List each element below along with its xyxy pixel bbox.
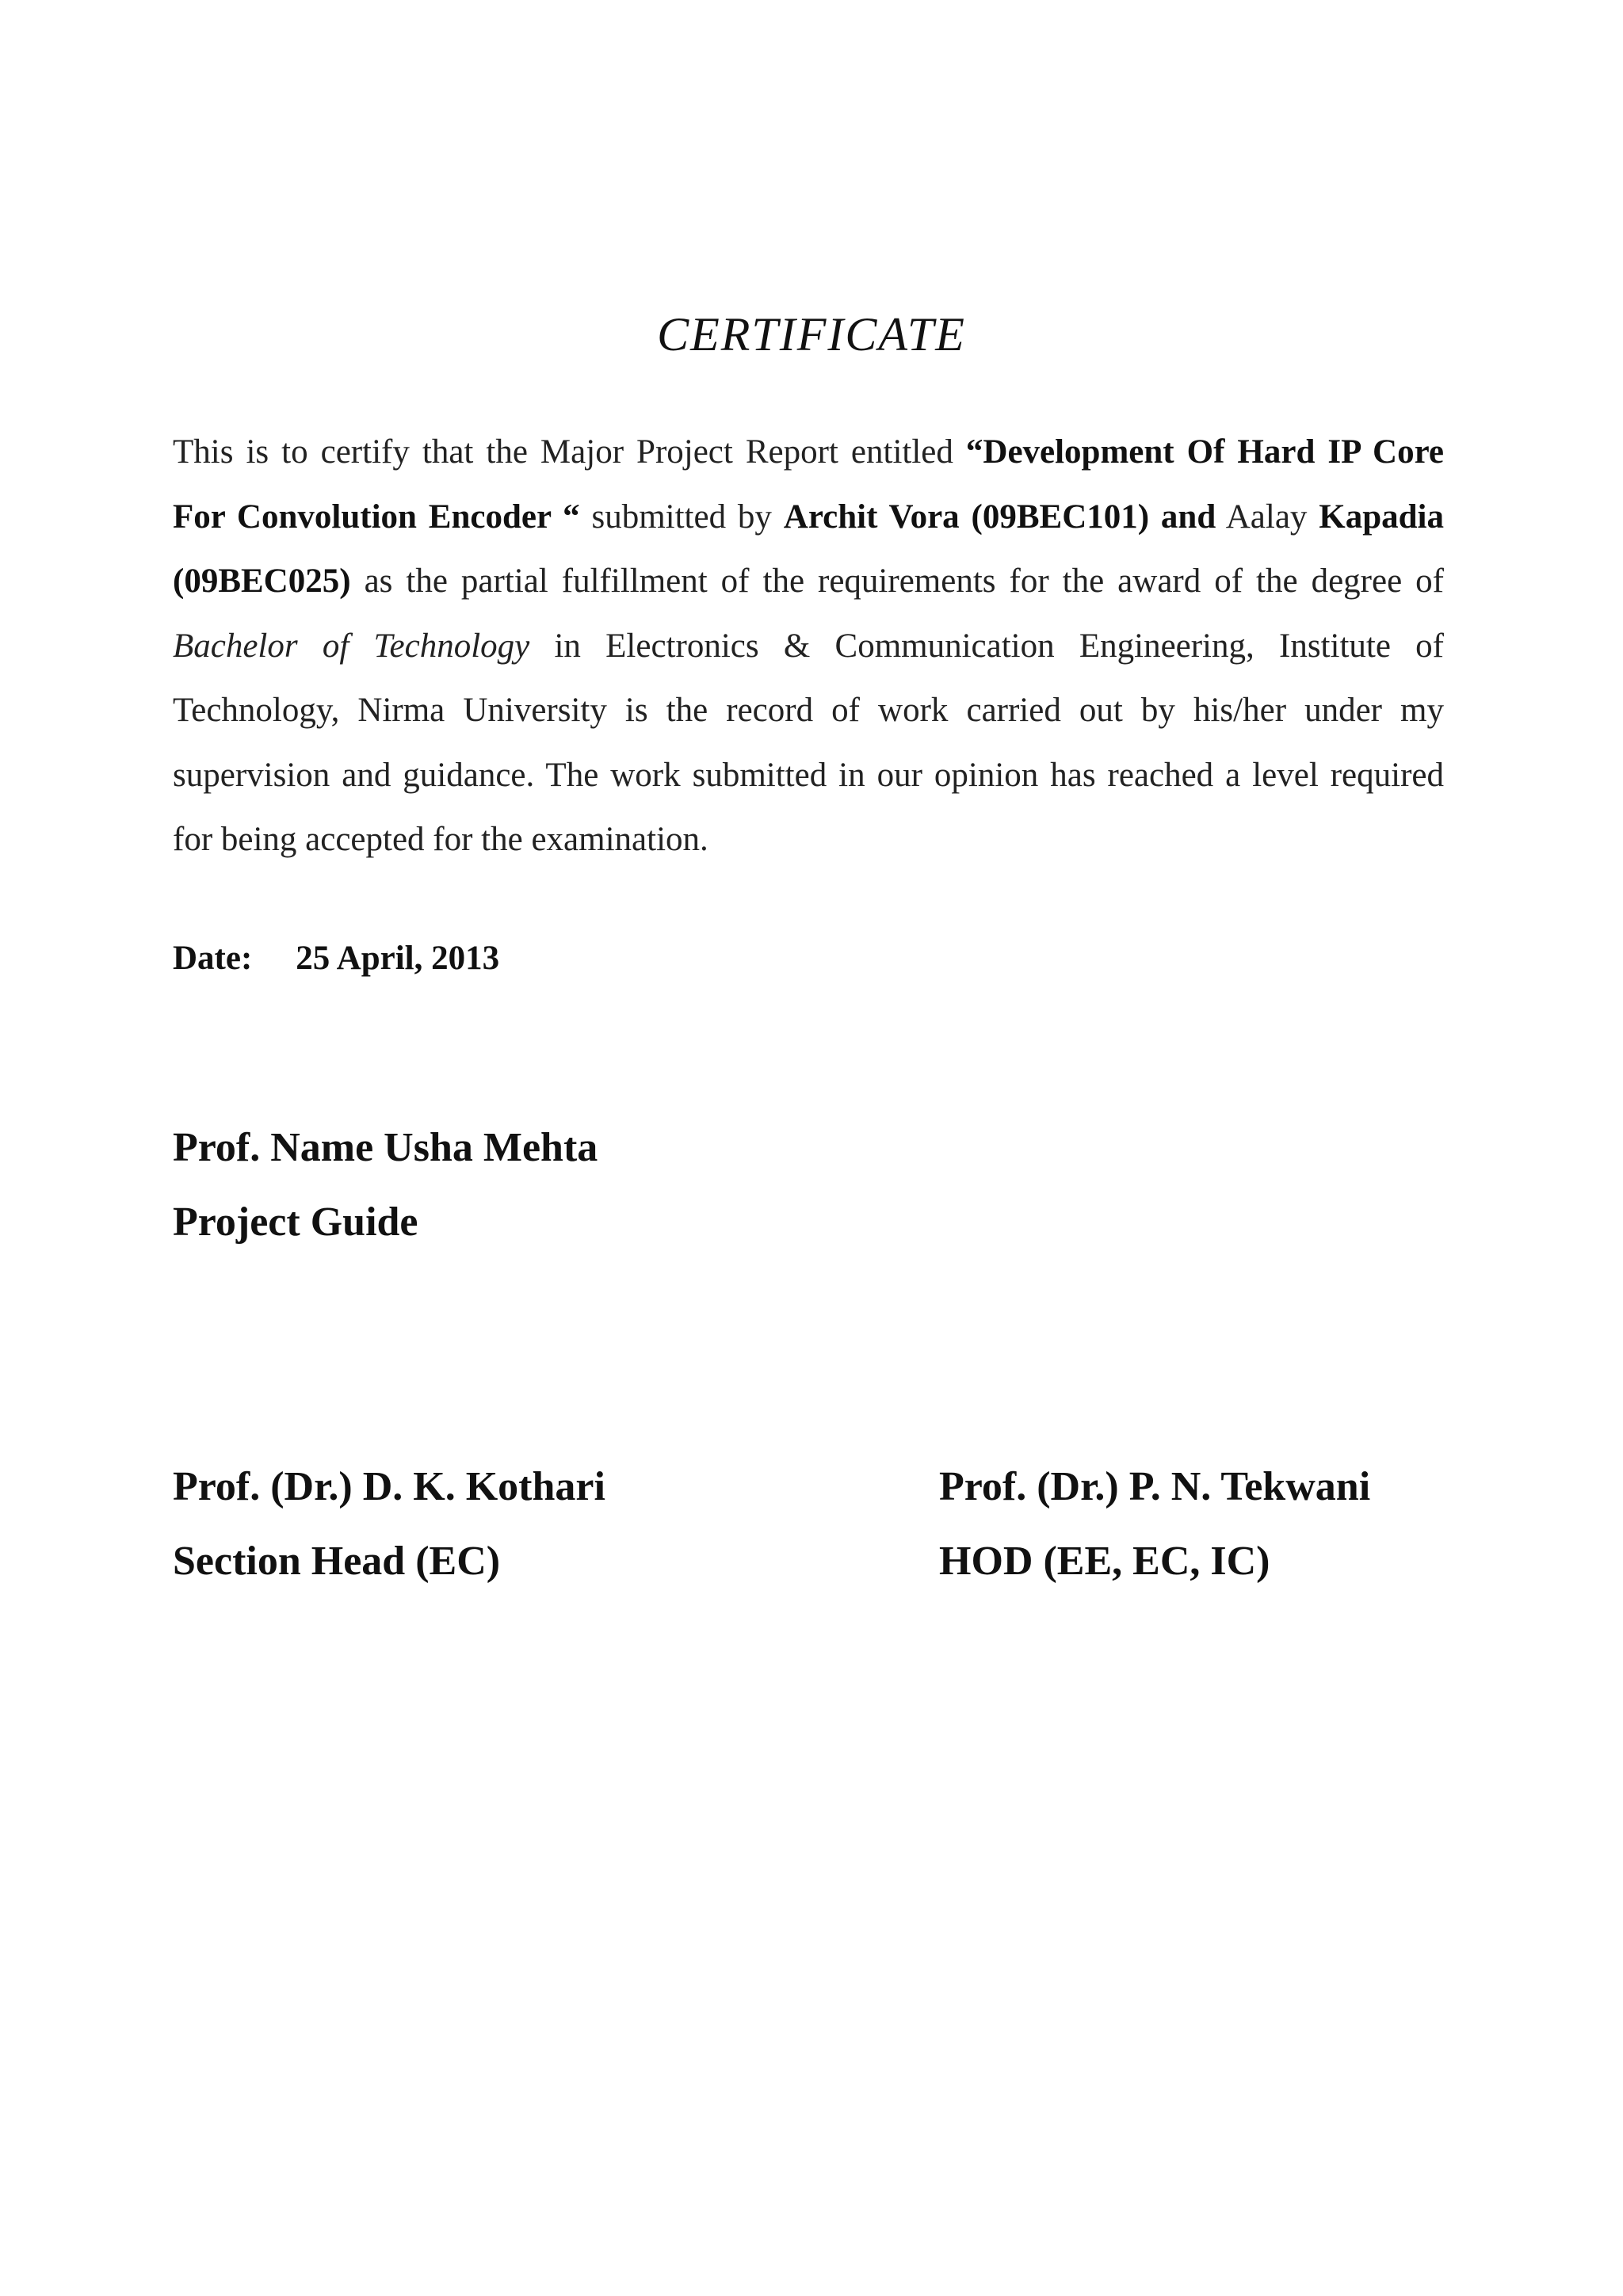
hod-role: HOD (EE, EC, IC)	[939, 1539, 1270, 1584]
section-head-name: Prof. (Dr.) D. K. Kothari	[173, 1464, 605, 1509]
body-part-3: in Electronics & Communication Engineering, Institute of Technology, Nirma University is the record of work carried out by his/her under my supervision and guidance. The work submitted in our opinion has reached a level required for being accepted for the examination.	[173, 627, 1444, 858]
body-submitted-by: submitted by	[579, 498, 784, 536]
certificate-title: CERTIFICATE	[657, 308, 966, 360]
degree-name: Bachelor of Technology	[173, 627, 530, 665]
guide-signature-block	[173, 1111, 598, 1260]
guide-role: Project Guide	[173, 1199, 418, 1245]
guide-name: Prof. Name Usha Mehta	[173, 1125, 598, 1170]
student-2-rest: Kapadia (09BEC025)	[173, 498, 1444, 600]
hod-name: Prof. (Dr.) P. N. Tekwani	[939, 1464, 1371, 1509]
section-head-signature-block	[173, 1450, 605, 1599]
body-intro: This is to certify that the Major Project Report entitled	[173, 433, 966, 471]
report-title: “Development Of Hard IP Core For Convolution Encoder “	[173, 433, 1444, 536]
date-row	[173, 939, 499, 978]
body-part-2: as the partial fulfillment of the requirements for the award of the degree of	[350, 563, 1444, 600]
student-1: Archit Vora (09BEC101) and	[783, 498, 1216, 536]
date-label: Date:	[173, 940, 253, 977]
hod-signature-block	[939, 1450, 1370, 1599]
date-value: 25 April, 2013	[296, 940, 500, 977]
student-2-first: Aalay	[1216, 498, 1319, 536]
section-head-role: Section Head (EC)	[173, 1539, 501, 1584]
certificate-body	[173, 420, 1444, 872]
